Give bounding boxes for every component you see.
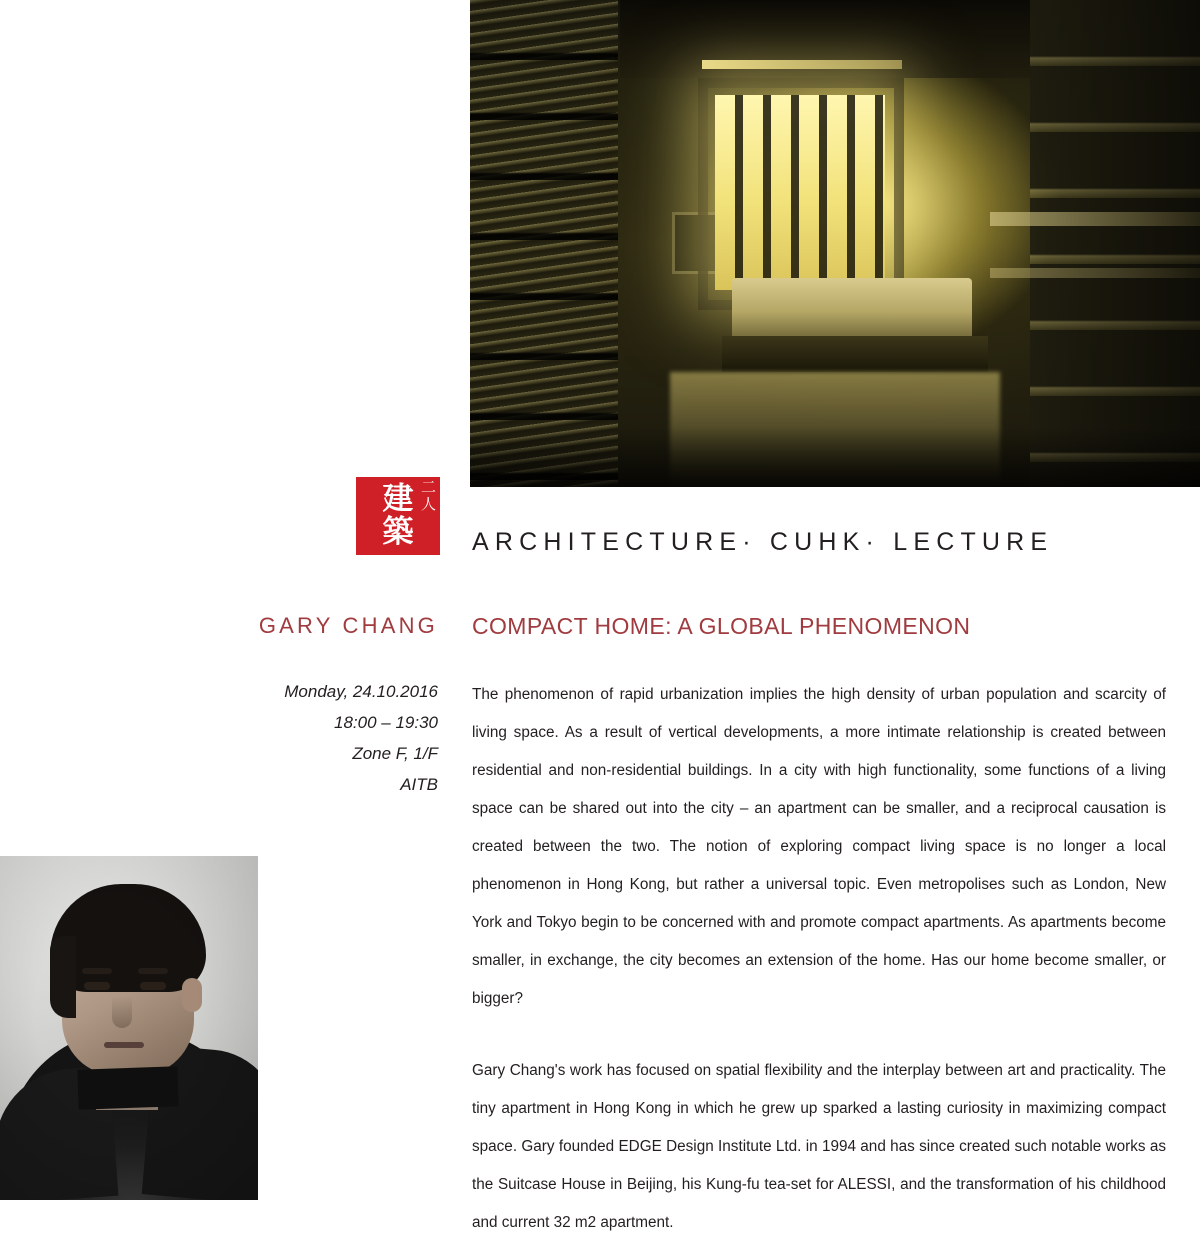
- seal-side-characters: [421, 479, 436, 513]
- right-counter-lower: [990, 268, 1200, 278]
- bed-base: [722, 336, 988, 372]
- photo-bottom-shadow: [470, 427, 1200, 487]
- window: [715, 95, 885, 290]
- lecture-title: COMPACT HOME: A GLOBAL PHENOMENON: [472, 613, 971, 639]
- seal-char-top: 建: [382, 481, 414, 517]
- series-header: ARCHITECTURE· CUHK· LECTURE: [472, 528, 1054, 556]
- seal-logo: [356, 477, 440, 555]
- seal-characters: [383, 483, 414, 549]
- abstract-text: [472, 676, 1166, 1242]
- seal-char-bottom: 築: [382, 514, 414, 550]
- seal-char-side-top: 二: [420, 479, 436, 496]
- bed: [732, 278, 972, 340]
- portrait-vignette: [0, 856, 258, 1200]
- speaker-name: GARY CHANG: [258, 613, 438, 638]
- event-details: [38, 676, 438, 800]
- abstract-paragraph-1: The phenomenon of rapid urbanization implies the high density of urban population and scarcity of living space. As a result of vertical developments, a more intimate relationship is created between residential and non-residential buildings. In a city with high functionality, some functions of a living space can be shared out into the city – an apartment can be smaller, and a reciprocal causation is created between the two. The notion of exploring compact living space is no longer a local phenomenon in Hong Kong, but rather a universal topic. Even metropolises such as London, New York and Tokyo begin to be concerned with and promote compact apartments. As apartments become smaller, in exchange, the city becomes an extension of the home. Has our home become smaller, or bigger?: [472, 686, 1166, 1007]
- abstract-paragraph-2: Gary Chang's work has focused on spatial flexibility and the interplay between art and practicality. The tiny apartment in Hong Kong in which he grew up sparked a lasting curiosity in maximizing compact space. Gary founded EDGE Design Institute Ltd. in 1994 and has since created such notable works as the Suitcase House in Beijing, his Kung-fu tea-set for ALESSI, and the transformation of his childhood and current 32 m2 apartment.: [472, 1062, 1166, 1231]
- shelving-right-shadow: [1030, 0, 1200, 487]
- ceiling-light-strip: [702, 60, 902, 69]
- event-date: Monday, 24.10.2016: [284, 682, 438, 701]
- bookshelf-left-dividers: [470, 0, 618, 487]
- event-time: 18:00 – 19:30: [334, 713, 438, 732]
- window-mullions: [715, 95, 885, 290]
- seal-char-side-bottom: 人: [420, 496, 436, 513]
- right-counter-top: [990, 212, 1200, 226]
- hero-photo: [470, 0, 1200, 487]
- speaker-portrait: [0, 856, 258, 1200]
- hero-photo-scene: [470, 0, 1200, 487]
- event-venue: Zone F, 1/F: [352, 744, 438, 763]
- event-building: AITB: [400, 775, 438, 794]
